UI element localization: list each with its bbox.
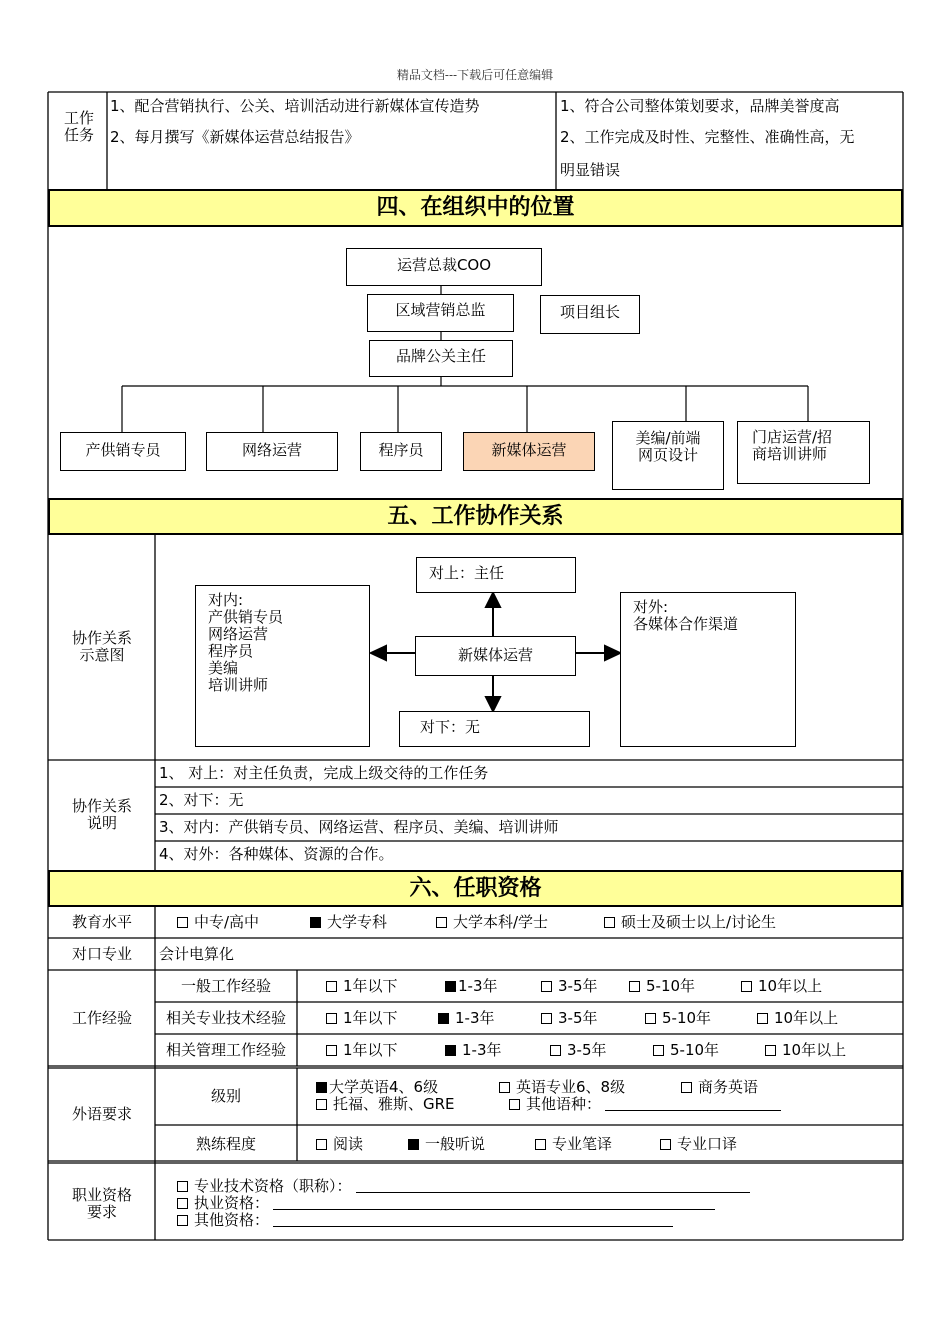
- cert-row-2[interactable]: [177, 1212, 673, 1229]
- level-option-1[interactable]: [499, 1079, 625, 1096]
- collab-down: 对下：无: [399, 711, 590, 747]
- exp-row-2-opt-2[interactable]: [541, 1010, 598, 1027]
- edu-option-2-text: 大学本科/学士: [453, 913, 549, 931]
- checkbox-icon: [681, 1082, 692, 1093]
- edu-option-2[interactable]: [436, 914, 548, 931]
- collab-inner: [195, 585, 370, 747]
- checkbox-icon: [316, 1139, 327, 1150]
- cert-row-1[interactable]: [177, 1195, 715, 1212]
- exp-row-1-label: 一般工作经验: [180, 977, 271, 995]
- org-sub-network: 网络运营: [206, 432, 338, 471]
- level-label: 级别: [210, 1087, 241, 1105]
- collab-inner-2: 网络运营: [208, 625, 269, 643]
- option-text: 5-10年: [662, 1009, 712, 1027]
- exp-row-1-opt-1[interactable]: [445, 978, 498, 995]
- level-option-0[interactable]: [316, 1079, 438, 1096]
- option-text: 阅读: [333, 1135, 364, 1153]
- option-text: 其他语种：: [526, 1095, 602, 1113]
- edu-option-1[interactable]: [310, 914, 387, 931]
- checkbox-icon: [436, 917, 447, 928]
- option-text: 一般听说: [425, 1135, 486, 1153]
- other-language-input[interactable]: [605, 1097, 781, 1111]
- checkbox-icon: [757, 1013, 768, 1024]
- checkbox-icon: [660, 1139, 671, 1150]
- collab-inner-3: 程序员: [208, 642, 254, 660]
- option-text: 1-3年: [455, 1009, 495, 1027]
- org-sub-supply: 产供销专员: [60, 432, 186, 471]
- option-text: 10年以上: [782, 1041, 847, 1059]
- collab-outer: [620, 592, 796, 747]
- task-standard-2: 2、工作完成及时性、完整性、准确性高，无: [560, 128, 855, 146]
- edu-option-3-text: 硕士及硕士以上/讨论生: [621, 913, 777, 931]
- diagram-label-line1: 协作关系: [71, 629, 132, 647]
- option-text: 3-5年: [558, 1009, 598, 1027]
- exp-row-1-opt-4[interactable]: [741, 978, 822, 995]
- task-content-2: 2、每月撰写《新媒体运营总结报告》: [110, 128, 360, 146]
- exp-row-1-opt-0[interactable]: [326, 978, 398, 995]
- exp-row-2-opt-4[interactable]: [757, 1010, 838, 1027]
- option-text: 5-10年: [646, 977, 696, 995]
- collab-inner-0: 对内:: [208, 591, 244, 609]
- prof-option-3[interactable]: [660, 1136, 737, 1153]
- level-option-2[interactable]: [681, 1079, 758, 1096]
- diagram-label-line2: 示意图: [79, 646, 125, 664]
- cert-label: [56, 1187, 148, 1221]
- option-text: 5-10年: [670, 1041, 720, 1059]
- level-option-3[interactable]: [316, 1096, 455, 1113]
- checkbox-icon: [509, 1099, 520, 1110]
- option-text: 10年以上: [758, 977, 823, 995]
- prof-label: 熟练程度: [195, 1135, 256, 1153]
- checkbox-icon: [326, 1045, 337, 1056]
- collab-inner-5: 培训讲师: [208, 676, 269, 694]
- checkbox-icon: [741, 981, 752, 992]
- desc-label-line2: 说明: [86, 814, 117, 832]
- edu-option-3[interactable]: [604, 914, 776, 931]
- checkbox-icon: [535, 1139, 546, 1150]
- org-coo: 运营总裁COO: [346, 248, 542, 286]
- task-content-1: 1、配合营销执行、公关、培训活动进行新媒体宣传造势: [110, 97, 480, 115]
- cert-row-0[interactable]: [177, 1178, 750, 1195]
- org-sub-designer-line2: 网页设计: [637, 446, 698, 464]
- collab-outer-0: 对外:: [633, 598, 669, 616]
- task-standard-3: 明显错误: [560, 161, 621, 179]
- checkbox-checked-icon: [310, 917, 321, 928]
- org-project-leader: 项目组长: [540, 295, 640, 334]
- option-text: 1年以下: [343, 977, 398, 995]
- exp-row-3-opt-0[interactable]: [326, 1042, 398, 1059]
- page-header: 精品文档---下载后可任意编辑: [396, 68, 554, 82]
- cert-input-0[interactable]: [356, 1179, 750, 1193]
- exp-row-1-opt-2[interactable]: [541, 978, 598, 995]
- org-sub-store-line1: 门店运营/招: [752, 428, 833, 446]
- edu-option-1-text: 大学专科: [327, 913, 388, 931]
- edu-label: 教育水平: [71, 913, 132, 931]
- org-sub-designer-line1: 美编/前端: [635, 429, 701, 447]
- exp-row-3-label: 相关管理工作经验: [165, 1041, 286, 1059]
- prof-option-1[interactable]: [408, 1136, 485, 1153]
- option-text: 3-5年: [567, 1041, 607, 1059]
- org-brand-manager: 品牌公关主任: [369, 340, 513, 377]
- option-text: 3-5年: [558, 977, 598, 995]
- cert-input-1[interactable]: [273, 1196, 715, 1210]
- major-value: 会计电算化: [159, 945, 235, 963]
- major-label: 对口专业: [71, 945, 132, 963]
- checkbox-icon: [541, 981, 552, 992]
- exp-row-2-opt-1[interactable]: [438, 1010, 495, 1027]
- option-text: 商务英语: [698, 1078, 759, 1096]
- checkbox-checked-icon: [316, 1082, 327, 1093]
- checkbox-icon: [765, 1045, 776, 1056]
- option-text: 1年以下: [343, 1009, 398, 1027]
- section5-title: 五、工作协作关系: [48, 498, 903, 535]
- checkbox-icon: [653, 1045, 664, 1056]
- section4-title: 四、在组织中的位置: [48, 189, 903, 227]
- checkbox-icon: [177, 1181, 188, 1192]
- exp-row-3-opt-3[interactable]: [653, 1042, 719, 1059]
- org-sub-programmer: 程序员: [360, 432, 442, 471]
- checkbox-checked-icon: [445, 981, 456, 992]
- checkbox-icon: [177, 1198, 188, 1209]
- edu-option-0[interactable]: [177, 914, 259, 931]
- collab-inner-1: 产供销专员: [208, 608, 284, 626]
- option-text: 专业口译: [677, 1135, 738, 1153]
- lang-label: 外语要求: [71, 1105, 132, 1123]
- exp-row-2-opt-3[interactable]: [645, 1010, 711, 1027]
- desc-label: [56, 798, 148, 832]
- cert-input-2[interactable]: [273, 1213, 673, 1227]
- option-text: 1-3年: [458, 977, 498, 995]
- collab-outer-1: 各媒体合作渠道: [633, 615, 739, 633]
- checkbox-icon: [541, 1013, 552, 1024]
- option-text: 英语专业6、8级: [516, 1078, 626, 1096]
- checkbox-icon: [604, 917, 615, 928]
- checkbox-checked-icon: [408, 1139, 419, 1150]
- prof-option-0[interactable]: [316, 1136, 363, 1153]
- checkbox-icon: [499, 1082, 510, 1093]
- collab-center: 新媒体运营: [415, 636, 576, 676]
- exp-row-3-opt-4[interactable]: [765, 1042, 846, 1059]
- option-text: 10年以上: [774, 1009, 839, 1027]
- desc-1: 1、 对上：对主任负责，完成上级交待的工作任务: [159, 764, 489, 782]
- exp-row-2-label: 相关专业技术经验: [165, 1009, 286, 1027]
- checkbox-icon: [645, 1013, 656, 1024]
- desc-3: 3、对内：产供销专员、网络运营、程序员、美编、培训讲师: [159, 818, 559, 836]
- exp-row-1-opt-3[interactable]: [629, 978, 695, 995]
- cert-text: 其他资格：: [194, 1211, 270, 1229]
- collab-up: 对上：主任: [416, 557, 576, 593]
- checkbox-icon: [326, 1013, 337, 1024]
- checkbox-checked-icon: [438, 1013, 449, 1024]
- level-option-4[interactable]: [509, 1096, 781, 1113]
- task-standard-1: 1、符合公司整体策划要求，品牌美誉度高: [560, 97, 840, 115]
- cert-label-line2: 要求: [86, 1203, 117, 1221]
- checkbox-icon: [550, 1045, 561, 1056]
- checkbox-icon: [177, 917, 188, 928]
- task-label: 工作任务: [63, 109, 94, 144]
- desc-label-line1: 协作关系: [71, 797, 132, 815]
- option-text: 大学英语4、6级: [329, 1078, 439, 1096]
- exp-row-3-opt-2[interactable]: [550, 1042, 607, 1059]
- org-sub-new-media: 新媒体运营: [463, 432, 595, 471]
- section6-title: 六、任职资格: [48, 870, 903, 907]
- cert-text: 专业技术资格（职称）：: [194, 1177, 352, 1195]
- option-text: 1-3年: [462, 1041, 502, 1059]
- edu-option-0-text: 中专/高中: [194, 913, 260, 931]
- prof-option-2[interactable]: [535, 1136, 612, 1153]
- checkbox-icon: [316, 1099, 327, 1110]
- option-text: 1年以下: [343, 1041, 398, 1059]
- checkbox-icon: [177, 1215, 188, 1226]
- checkbox-checked-icon: [445, 1045, 456, 1056]
- cert-text: 执业资格：: [194, 1194, 270, 1212]
- option-text: 专业笔译: [552, 1135, 613, 1153]
- desc-2: 2、对下：无: [159, 791, 244, 809]
- org-sub-store-line2: 商培训讲师: [752, 445, 828, 463]
- collab-inner-4: 美编: [208, 659, 239, 677]
- exp-row-3-opt-1[interactable]: [445, 1042, 502, 1059]
- exp-row-2-opt-0[interactable]: [326, 1010, 398, 1027]
- desc-4: 4、对外：各种媒体、资源的合作。: [159, 845, 394, 863]
- option-text: 托福、雅斯、GRE: [333, 1095, 455, 1113]
- checkbox-icon: [629, 981, 640, 992]
- org-regional-director: 区域营销总监: [367, 294, 514, 332]
- exp-label: 工作经验: [71, 1009, 132, 1027]
- checkbox-icon: [326, 981, 337, 992]
- cert-label-line1: 职业资格: [71, 1186, 132, 1204]
